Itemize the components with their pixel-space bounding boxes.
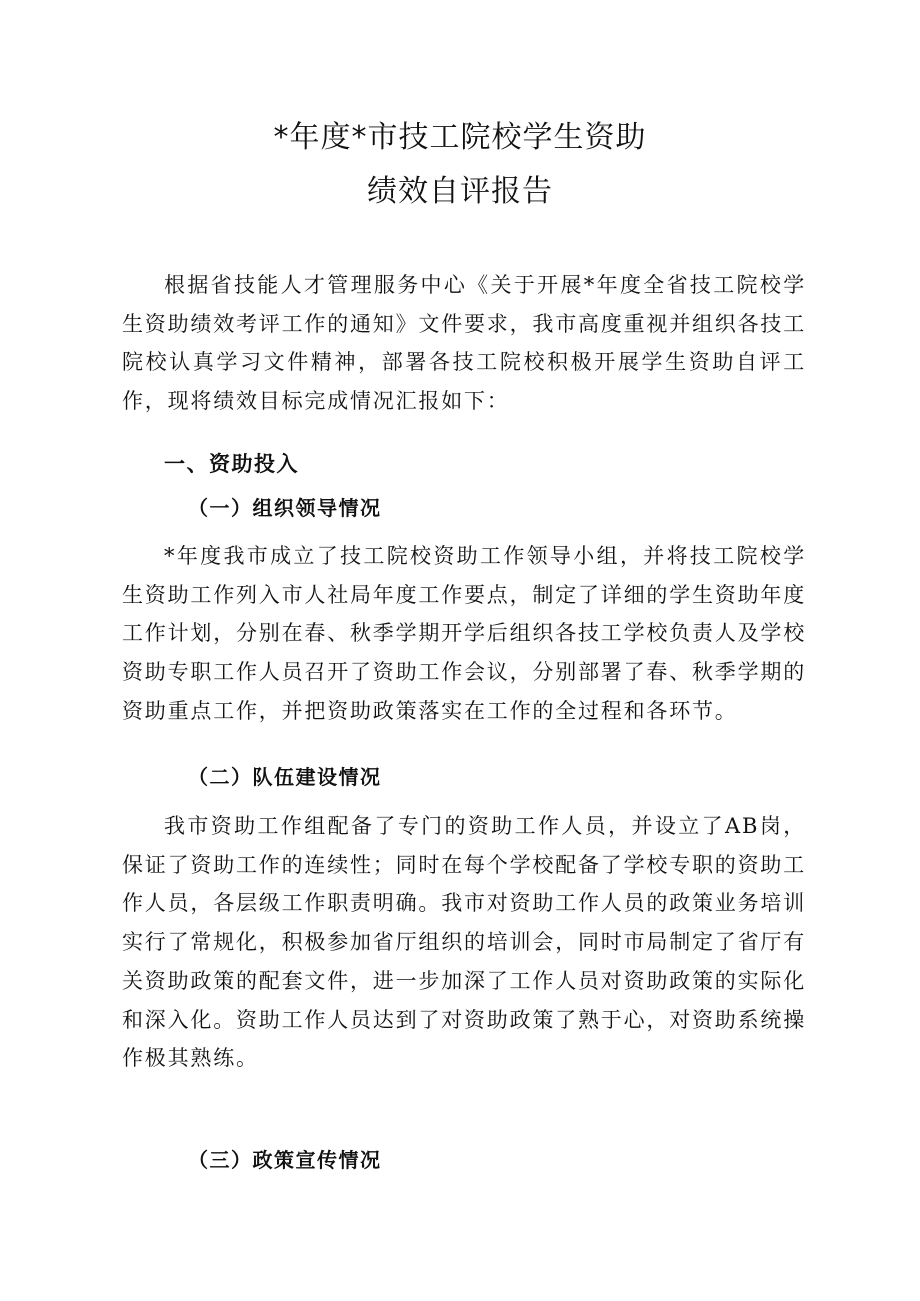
subsection-heading-leadership: （一）组织领导情况 xyxy=(188,496,382,520)
leadership-paragraph: *年度我市成立了技工院校资助工作领导小组，并将技工院校学生资助工作列入市人社局年度工作要点，制定了详细的学生资助年度工作计划，分别在春、秋季学期开学后组织各技工学校负责人及学校资助专职工作人员召开了资助工作会议，分别部署了春、秋季学期的资助重点工作，并把资助政策落实在工作的全过程和各环节。 xyxy=(122,544,806,723)
document-title-line1: *年度*市技工院校学生资助 xyxy=(273,120,647,155)
intro-paragraph: 根据省技能人才管理服务中心《关于开展*年度全省技工院校学生资助绩效考评工作的通知》文件要求，我市高度重视并组织各技工院校认真学习文件精神，部署各技工院校积极开展学生资助自评工作，现将绩效目标完成情况汇报如下： xyxy=(122,273,806,414)
team-paragraph: 我市资助工作组配备了专门的资助工作人员，并设立了AB岗，保证了资助工作的连续性；同时在每个学校配备了学校专职的资助工作人员，各层级工作职责明确。我市对资助工作人员的政策业务培训实行了常规化，积极参加省厅组织的培训会，同时市局制定了省厅有关资助政策的配套文件，进一步加深了工作人员对资助政策的实际化和深入化。资助工作人员达到了对资助政策了熟于心，对资助系统操作极其熟练。 xyxy=(122,814,806,1071)
section-heading-investment: 一、资助投入 xyxy=(164,452,299,476)
subsection-heading-team: （二）队伍建设情况 xyxy=(188,765,382,789)
subsection-heading-publicity: （三）政策宣传情况 xyxy=(188,1148,382,1172)
document-title-line2: 绩效自评报告 xyxy=(367,174,553,209)
